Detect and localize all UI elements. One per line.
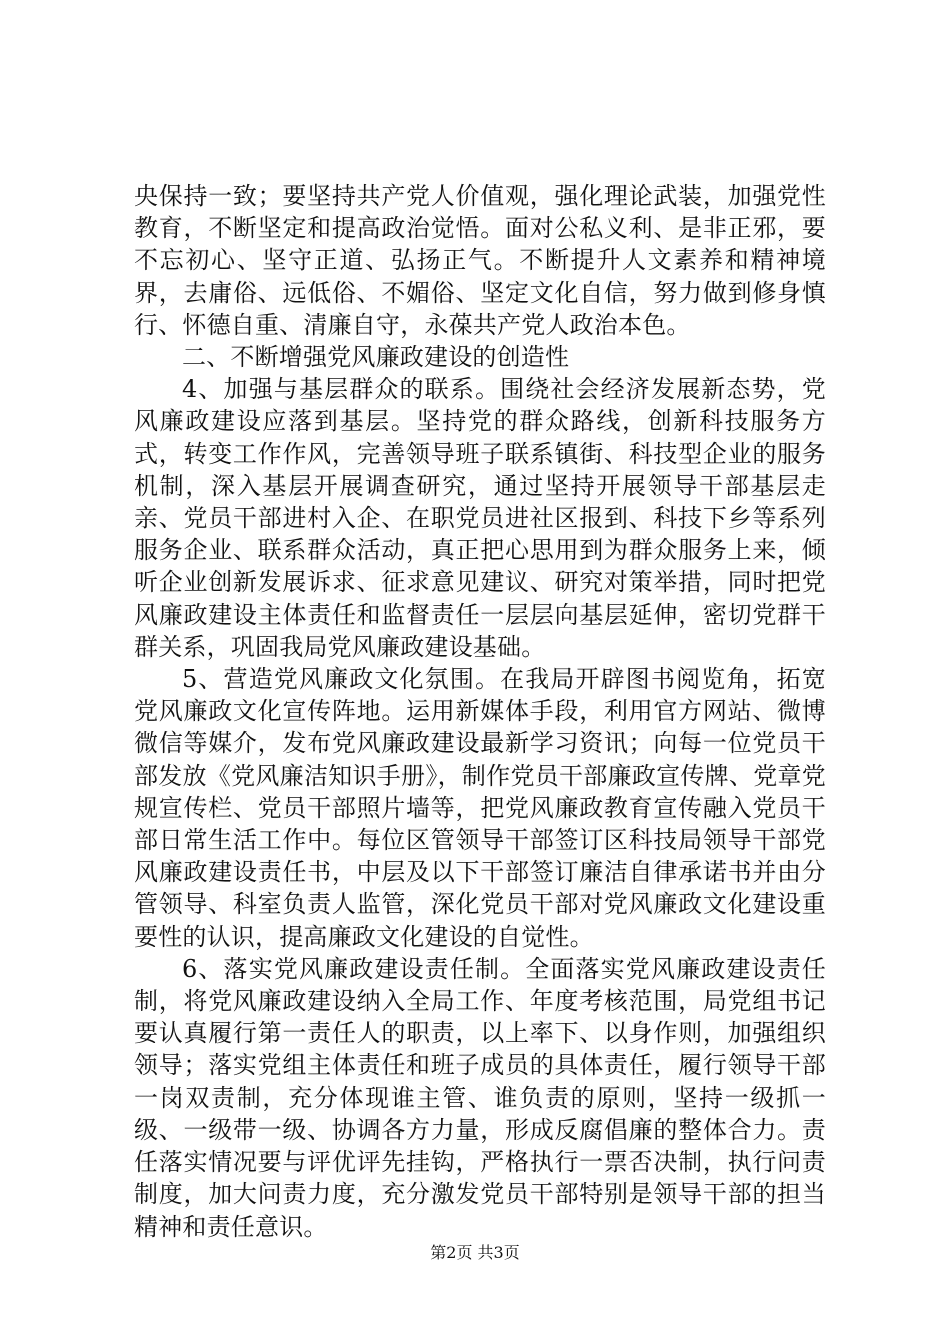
paragraph-item-5: 5、营造党风廉政文化氛围。在我局开辟图书阅览角，拓宽党风廉政文化宣传阵地。运用新媒体手段，利用官方网站、微博微信等媒介，发布党风廉政建设最新学习资讯；向每一位党员干部发放《党风廉洁知识手册》，制作党员干部廉政宣传牌、党章党规宣传栏、党员干部照片墙等，把党风廉政教育宣传融入党员干部日常生活工作中。每位区管领导干部签订区科技局领导干部党风廉政建设责任书，中层及以下干部签订廉洁自律承诺书并由分管领导、科室负责人监管，深化党员干部对党风廉政文化建设重要性的认识，提高廉政文化建设的自觉性。 — [134, 665, 826, 951]
paragraph-item-4: 4、加强与基层群众的联系。围绕社会经济发展新态势，党风廉政建设应落到基层。坚持党的群众路线，创新科技服务方式，转变工作作风，完善领导班子联系镇街、科技型企业的服务机制，深入基层开展调查研究，通过坚持开展领导干部基层走亲、党员干部进村入企、在职党员进社区报到、科技下乡等系列服务企业、联系群众活动，真正把心思用到为群众服务上来，倾听企业创新发展诉求、征求意见建议、研究对策举措，同时把党风廉政建设主体责任和监督责任一层层向基层延伸，密切党群干群关系，巩固我局党风廉政建设基础。 — [134, 375, 826, 661]
paragraph-item-6: 6、落实党风廉政建设责任制。全面落实党风廉政建设责任制，将党风廉政建设纳入全局工作、年度考核范围，局党组书记要认真履行第一责任人的职责，以上率下、以身作则，加强组织领导；落实党组主体责任和班子成员的具体责任，履行领导干部一岗双责制，充分体现谁主管、谁负责的原则，坚持一级抓一级、一级带一级、协调各方力量，形成反腐倡廉的整体合力。责任落实情况要与评优评先挂钩，严格执行一票否决制，执行问责制度，加大问责力度，充分激发党员干部特别是领导干部的担当精神和责任意识。 — [134, 954, 826, 1241]
page-footer: 第2页 共3页 — [430, 1243, 520, 1262]
paragraph-continuation: 央保持一致；要坚持共产党人价值观，强化理论武装，加强党性教育，不断坚定和提高政治觉悟。面对公私义利、是非正邪，要不忘初心、坚守正道、弘扬正气。不断提升人文素养和精神境界，去庸俗、远低俗、不媚俗、坚定文化自信，努力做到修身慎行、怀德自重、清廉自守，永葆共产党人政治本色。 — [134, 182, 826, 339]
section-heading: 二、不断增强党风廉政建设的创造性 — [182, 343, 570, 372]
document-body — [134, 180, 826, 1243]
